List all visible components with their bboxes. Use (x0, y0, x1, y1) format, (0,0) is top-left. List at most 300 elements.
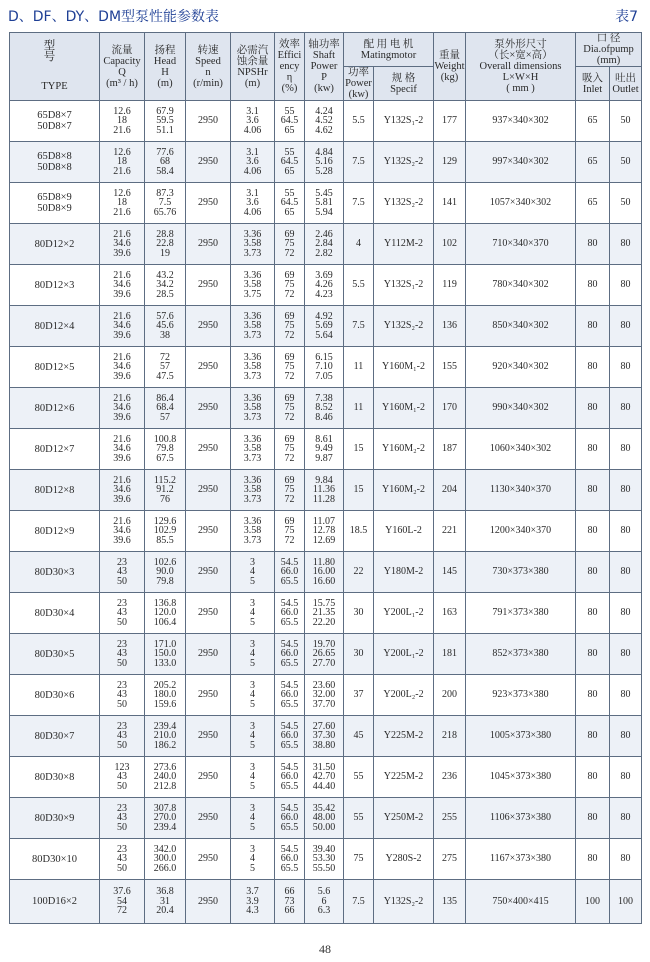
cell-weight: 255 (434, 798, 466, 839)
cell-model: 80D12×4 (10, 306, 100, 347)
cell-inlet: 100 (576, 880, 610, 924)
cell-motor-power: 30 (344, 593, 374, 634)
cell-efficiency: 54.5 66.0 65.5 (275, 552, 305, 593)
cell-motor-spec: Y160M₂-2 (374, 470, 434, 511)
cell-weight: 163 (434, 593, 466, 634)
cell-shaft-power: 19.70 26.65 27.70 (305, 634, 344, 675)
cell-dimensions: 1167×373×380 (466, 839, 576, 880)
cell-outlet: 80 (610, 716, 642, 757)
cell-npshr: 3 4 5 (231, 634, 275, 675)
cell-inlet: 80 (576, 798, 610, 839)
cell-motor-power: 30 (344, 634, 374, 675)
cell-shaft-power: 3.69 4.26 4.23 (305, 265, 344, 306)
cell-capacity: 21.6 34.6 39.6 (100, 265, 145, 306)
cell-efficiency: 55 64.5 65 (275, 183, 305, 224)
cell-dimensions: 780×340×302 (466, 265, 576, 306)
cell-dimensions: 923×373×380 (466, 675, 576, 716)
cell-head: 115.2 91.2 76 (145, 470, 186, 511)
cell-dimensions: 750×400×415 (466, 880, 576, 924)
header-speed: 转速 Speed n (r/min) (186, 33, 231, 101)
cell-motor-spec: Y250M-2 (374, 798, 434, 839)
cell-npshr: 3.1 3.6 4.06 (231, 142, 275, 183)
cell-motor-power: 7.5 (344, 880, 374, 924)
cell-inlet: 80 (576, 716, 610, 757)
cell-shaft-power: 8.61 9.49 9.87 (305, 429, 344, 470)
cell-capacity: 21.6 34.6 39.6 (100, 429, 145, 470)
cell-head: 307.8 270.0 239.4 (145, 798, 186, 839)
cell-speed: 2950 (186, 675, 231, 716)
cell-speed: 2950 (186, 429, 231, 470)
cell-speed: 2950 (186, 265, 231, 306)
cell-outlet: 80 (610, 470, 642, 511)
cell-npshr: 3 4 5 (231, 839, 275, 880)
header-outlet: 吐出 Outlet (610, 67, 642, 101)
cell-head: 136.8 120.0 106.4 (145, 593, 186, 634)
cell-inlet: 80 (576, 429, 610, 470)
cell-speed: 2950 (186, 183, 231, 224)
cell-efficiency: 55 64.5 65 (275, 101, 305, 142)
cell-weight: 119 (434, 265, 466, 306)
cell-inlet: 80 (576, 224, 610, 265)
cell-capacity: 12.6 18 21.6 (100, 183, 145, 224)
header-capacity: 流量 Capacity Q (m³ / h) (100, 33, 145, 101)
cell-head: 129.6 102.9 85.5 (145, 511, 186, 552)
cell-motor-power: 11 (344, 347, 374, 388)
cell-efficiency: 69 75 72 (275, 265, 305, 306)
cell-motor-power: 37 (344, 675, 374, 716)
cell-weight: 129 (434, 142, 466, 183)
table-number: 表7 (615, 9, 638, 25)
cell-model: 80D30×7 (10, 716, 100, 757)
cell-speed: 2950 (186, 224, 231, 265)
table-row (10, 839, 642, 880)
cell-efficiency: 54.5 66.0 65.5 (275, 839, 305, 880)
table-row (10, 757, 642, 798)
cell-weight: 200 (434, 675, 466, 716)
cell-dimensions: 852×373×380 (466, 634, 576, 675)
cell-motor-spec: Y132S₂-2 (374, 306, 434, 347)
table-row (10, 429, 642, 470)
cell-efficiency: 54.5 66.0 65.5 (275, 798, 305, 839)
cell-outlet: 80 (610, 388, 642, 429)
cell-head: 102.6 90.0 79.8 (145, 552, 186, 593)
cell-motor-power: 45 (344, 716, 374, 757)
cell-capacity: 23 43 50 (100, 552, 145, 593)
cell-head: 87.3 7.5 65.76 (145, 183, 186, 224)
cell-outlet: 100 (610, 880, 642, 924)
header-npshr: 必需汽 蚀余量 NPSHr (m) (231, 33, 275, 101)
cell-weight: 236 (434, 757, 466, 798)
cell-motor-spec: Y160L-2 (374, 511, 434, 552)
cell-inlet: 65 (576, 142, 610, 183)
cell-motor-power: 15 (344, 470, 374, 511)
cell-npshr: 3.36 3.58 3.73 (231, 388, 275, 429)
cell-outlet: 80 (610, 429, 642, 470)
table-row (10, 470, 642, 511)
cell-speed: 2950 (186, 880, 231, 924)
cell-head: 273.6 240.0 212.8 (145, 757, 186, 798)
cell-weight: 218 (434, 716, 466, 757)
cell-head: 86.4 68.4 57 (145, 388, 186, 429)
cell-model: 80D30×6 (10, 675, 100, 716)
cell-capacity: 12.6 18 21.6 (100, 101, 145, 142)
cell-model: 80D30×5 (10, 634, 100, 675)
cell-speed: 2950 (186, 634, 231, 675)
cell-npshr: 3 4 5 (231, 716, 275, 757)
cell-model: 80D12×2 (10, 224, 100, 265)
header-overall-dimensions: 泵外形尺寸 （长×宽×高） Overall dimensions L×W×H ( mm ) (466, 33, 576, 101)
cell-dimensions: 1045×373×380 (466, 757, 576, 798)
cell-model: 100D16×2 (10, 880, 100, 924)
cell-shaft-power: 31.50 42.70 44.40 (305, 757, 344, 798)
cell-shaft-power: 9.84 11.36 11.28 (305, 470, 344, 511)
cell-inlet: 80 (576, 265, 610, 306)
cell-outlet: 80 (610, 511, 642, 552)
cell-efficiency: 69 75 72 (275, 429, 305, 470)
page-header (8, 6, 642, 28)
cell-weight: 181 (434, 634, 466, 675)
cell-speed: 2950 (186, 798, 231, 839)
cell-head: 28.8 22.8 19 (145, 224, 186, 265)
cell-inlet: 65 (576, 101, 610, 142)
cell-head: 72 57 47.5 (145, 347, 186, 388)
cell-inlet: 80 (576, 388, 610, 429)
cell-capacity: 123 43 50 (100, 757, 145, 798)
cell-dimensions: 997×340×302 (466, 142, 576, 183)
cell-speed: 2950 (186, 511, 231, 552)
cell-capacity: 21.6 34.6 39.6 (100, 470, 145, 511)
cell-outlet: 80 (610, 306, 642, 347)
cell-outlet: 80 (610, 224, 642, 265)
cell-outlet: 80 (610, 798, 642, 839)
cell-npshr: 3 4 5 (231, 675, 275, 716)
cell-weight: 155 (434, 347, 466, 388)
cell-npshr: 3.1 3.6 4.06 (231, 183, 275, 224)
cell-inlet: 65 (576, 183, 610, 224)
cell-outlet: 80 (610, 552, 642, 593)
cell-motor-spec: Y160M₁-2 (374, 347, 434, 388)
cell-inlet: 80 (576, 675, 610, 716)
header-head: 扬程 Head H (m) (145, 33, 186, 101)
cell-motor-power: 22 (344, 552, 374, 593)
cell-motor-spec: Y225M-2 (374, 757, 434, 798)
cell-model: 80D12×3 (10, 265, 100, 306)
cell-speed: 2950 (186, 552, 231, 593)
cell-shaft-power: 4.24 4.52 4.62 (305, 101, 344, 142)
cell-model: 80D12×7 (10, 429, 100, 470)
cell-motor-spec: Y132S₂-2 (374, 880, 434, 924)
cell-model: 80D12×9 (10, 511, 100, 552)
cell-capacity: 23 43 50 (100, 716, 145, 757)
cell-model: 65D8×9 50D8×9 (10, 183, 100, 224)
cell-weight: 136 (434, 306, 466, 347)
cell-head: 67.9 59.5 51.1 (145, 101, 186, 142)
cell-efficiency: 54.5 66.0 65.5 (275, 593, 305, 634)
cell-motor-spec: Y180M-2 (374, 552, 434, 593)
cell-head: 57.6 45.6 38 (145, 306, 186, 347)
cell-npshr: 3 4 5 (231, 593, 275, 634)
cell-weight: 204 (434, 470, 466, 511)
table-row (10, 142, 642, 183)
cell-head: 36.8 31 20.4 (145, 880, 186, 924)
cell-npshr: 3.36 3.58 3.73 (231, 224, 275, 265)
table-row (10, 880, 642, 924)
cell-motor-spec: Y280S-2 (374, 839, 434, 880)
cell-motor-spec: Y132S₁-2 (374, 265, 434, 306)
cell-inlet: 80 (576, 757, 610, 798)
cell-shaft-power: 5.6 6 6.3 (305, 880, 344, 924)
cell-model: 65D8×7 50D8×7 (10, 101, 100, 142)
cell-speed: 2950 (186, 101, 231, 142)
cell-motor-power: 55 (344, 757, 374, 798)
table-row (10, 634, 642, 675)
cell-weight: 170 (434, 388, 466, 429)
cell-weight: 135 (434, 880, 466, 924)
cell-inlet: 80 (576, 347, 610, 388)
cell-capacity: 12.6 18 21.6 (100, 142, 145, 183)
cell-efficiency: 66 73 66 (275, 880, 305, 924)
cell-motor-spec: Y132S₂-2 (374, 142, 434, 183)
cell-efficiency: 54.5 66.0 65.5 (275, 716, 305, 757)
cell-capacity: 21.6 34.6 39.6 (100, 511, 145, 552)
table-row (10, 593, 642, 634)
cell-motor-spec: Y112M-2 (374, 224, 434, 265)
cell-motor-spec: Y225M-2 (374, 716, 434, 757)
cell-dimensions: 937×340×302 (466, 101, 576, 142)
cell-motor-power: 55 (344, 798, 374, 839)
cell-motor-power: 5.5 (344, 101, 374, 142)
cell-capacity: 23 43 50 (100, 675, 145, 716)
header-efficiency: 效率 Effici ency η (%) (275, 33, 305, 101)
cell-speed: 2950 (186, 347, 231, 388)
cell-shaft-power: 5.45 5.81 5.94 (305, 183, 344, 224)
table-row (10, 347, 642, 388)
cell-head: 43.2 34.2 28.5 (145, 265, 186, 306)
cell-model: 80D30×9 (10, 798, 100, 839)
cell-speed: 2950 (186, 388, 231, 429)
table-row (10, 552, 642, 593)
cell-efficiency: 69 75 72 (275, 511, 305, 552)
table-row (10, 306, 642, 347)
cell-shaft-power: 39.40 53.30 55.50 (305, 839, 344, 880)
cell-efficiency: 54.5 66.0 65.5 (275, 757, 305, 798)
cell-motor-spec: Y200L₁-2 (374, 593, 434, 634)
header-shaft-power: 轴功率 Shaft Power P (kw) (305, 33, 344, 101)
cell-motor-power: 15 (344, 429, 374, 470)
cell-motor-power: 7.5 (344, 306, 374, 347)
cell-efficiency: 55 64.5 65 (275, 142, 305, 183)
cell-weight: 141 (434, 183, 466, 224)
cell-npshr: 3.36 3.58 3.73 (231, 429, 275, 470)
cell-speed: 2950 (186, 142, 231, 183)
cell-shaft-power: 11.80 16.00 16.60 (305, 552, 344, 593)
cell-outlet: 80 (610, 265, 642, 306)
cell-model: 80D30×10 (10, 839, 100, 880)
cell-model: 80D12×6 (10, 388, 100, 429)
cell-outlet: 50 (610, 183, 642, 224)
cell-dimensions: 1200×340×370 (466, 511, 576, 552)
cell-efficiency: 54.5 66.0 65.5 (275, 675, 305, 716)
cell-shaft-power: 23.60 32.00 37.70 (305, 675, 344, 716)
cell-npshr: 3.7 3.9 4.3 (231, 880, 275, 924)
cell-motor-power: 11 (344, 388, 374, 429)
cell-model: 80D30×4 (10, 593, 100, 634)
header-motor-spec: 规 格 Specif (374, 67, 434, 101)
cell-shaft-power: 15.75 21.35 22.20 (305, 593, 344, 634)
page-title: D、DF、DY、DM型泵性能参数表 (8, 9, 220, 25)
cell-speed: 2950 (186, 593, 231, 634)
cell-model: 65D8×8 50D8×8 (10, 142, 100, 183)
cell-shaft-power: 4.92 5.69 5.64 (305, 306, 344, 347)
cell-efficiency: 69 75 72 (275, 306, 305, 347)
cell-capacity: 21.6 34.6 39.6 (100, 306, 145, 347)
cell-head: 239.4 210.0 186.2 (145, 716, 186, 757)
cell-efficiency: 54.5 66.0 65.5 (275, 634, 305, 675)
cell-npshr: 3 4 5 (231, 757, 275, 798)
cell-weight: 275 (434, 839, 466, 880)
cell-motor-power: 5.5 (344, 265, 374, 306)
cell-shaft-power: 11.07 12.78 12.69 (305, 511, 344, 552)
header-pump-diameter: 口 径 Dia.ofpump (mm) (576, 33, 642, 67)
cell-outlet: 80 (610, 634, 642, 675)
cell-npshr: 3.36 3.58 3.75 (231, 265, 275, 306)
cell-dimensions: 791×373×380 (466, 593, 576, 634)
cell-inlet: 80 (576, 511, 610, 552)
table-row (10, 265, 642, 306)
cell-weight: 102 (434, 224, 466, 265)
header-motor-power: 功率 Power (kw) (345, 67, 372, 100)
cell-weight: 221 (434, 511, 466, 552)
cell-motor-spec: Y200L₂-2 (374, 675, 434, 716)
cell-speed: 2950 (186, 757, 231, 798)
cell-npshr: 3.36 3.58 3.73 (231, 306, 275, 347)
cell-outlet: 50 (610, 101, 642, 142)
table-body (10, 101, 642, 924)
header-inlet: 吸入 Inlet (576, 67, 610, 101)
cell-dimensions: 730×373×380 (466, 552, 576, 593)
cell-dimensions: 990×340×302 (466, 388, 576, 429)
cell-shaft-power: 4.84 5.16 5.28 (305, 142, 344, 183)
cell-dimensions: 1060×340×302 (466, 429, 576, 470)
cell-npshr: 3 4 5 (231, 798, 275, 839)
table-row (10, 183, 642, 224)
cell-motor-power: 7.5 (344, 142, 374, 183)
cell-shaft-power: 2.46 2.84 2.82 (305, 224, 344, 265)
cell-dimensions: 920×340×302 (466, 347, 576, 388)
cell-capacity: 37.6 54 72 (100, 880, 145, 924)
cell-npshr: 3.36 3.58 3.73 (231, 347, 275, 388)
cell-outlet: 80 (610, 757, 642, 798)
cell-inlet: 80 (576, 306, 610, 347)
cell-head: 342.0 300.0 266.0 (145, 839, 186, 880)
cell-capacity: 21.6 34.6 39.6 (100, 388, 145, 429)
cell-dimensions: 1130×340×370 (466, 470, 576, 511)
table-row (10, 716, 642, 757)
table-row (10, 101, 642, 142)
cell-head: 171.0 150.0 133.0 (145, 634, 186, 675)
cell-inlet: 80 (576, 839, 610, 880)
performance-table-container (9, 32, 641, 924)
cell-capacity: 21.6 34.6 39.6 (100, 224, 145, 265)
pump-performance-table (9, 32, 642, 924)
table-row (10, 511, 642, 552)
cell-dimensions: 710×340×370 (466, 224, 576, 265)
cell-dimensions: 1106×373×380 (466, 798, 576, 839)
cell-dimensions: 850×340×302 (466, 306, 576, 347)
cell-weight: 177 (434, 101, 466, 142)
cell-motor-spec: Y160M₁-2 (374, 388, 434, 429)
cell-model: 80D12×5 (10, 347, 100, 388)
cell-model: 80D30×8 (10, 757, 100, 798)
cell-npshr: 3.1 3.6 4.06 (231, 101, 275, 142)
cell-inlet: 80 (576, 593, 610, 634)
cell-npshr: 3 4 5 (231, 552, 275, 593)
cell-inlet: 80 (576, 634, 610, 675)
header-type: 型 号 TYPE (10, 33, 100, 101)
cell-capacity: 23 43 50 (100, 839, 145, 880)
cell-motor-power: 4 (344, 224, 374, 265)
cell-outlet: 80 (610, 675, 642, 716)
cell-shaft-power: 6.15 7.10 7.05 (305, 347, 344, 388)
cell-dimensions: 1005×373×380 (466, 716, 576, 757)
cell-model: 80D12×8 (10, 470, 100, 511)
page-number: 48 (319, 942, 331, 956)
cell-efficiency: 69 75 72 (275, 388, 305, 429)
cell-speed: 2950 (186, 306, 231, 347)
table-row (10, 224, 642, 265)
cell-efficiency: 69 75 72 (275, 470, 305, 511)
cell-outlet: 80 (610, 347, 642, 388)
cell-dimensions: 1057×340×302 (466, 183, 576, 224)
table-row (10, 388, 642, 429)
cell-shaft-power: 35.42 48.00 50.00 (305, 798, 344, 839)
cell-weight: 145 (434, 552, 466, 593)
cell-motor-spec: Y200L₁-2 (374, 634, 434, 675)
cell-head: 100.8 79.8 67.5 (145, 429, 186, 470)
cell-motor-power: 75 (344, 839, 374, 880)
cell-capacity: 21.6 34.6 39.6 (100, 347, 145, 388)
cell-motor-power: 7.5 (344, 183, 374, 224)
cell-capacity: 23 43 50 (100, 798, 145, 839)
cell-npshr: 3.36 3.58 3.73 (231, 470, 275, 511)
cell-head: 77.6 68 58.4 (145, 142, 186, 183)
cell-capacity: 23 43 50 (100, 634, 145, 675)
cell-head: 205.2 180.0 159.6 (145, 675, 186, 716)
cell-outlet: 80 (610, 839, 642, 880)
cell-weight: 187 (434, 429, 466, 470)
cell-shaft-power: 27.60 37.30 38.80 (305, 716, 344, 757)
cell-speed: 2950 (186, 470, 231, 511)
cell-capacity: 23 43 50 (100, 593, 145, 634)
cell-motor-spec: Y132S₂-2 (374, 183, 434, 224)
cell-motor-power: 18.5 (344, 511, 374, 552)
cell-outlet: 50 (610, 142, 642, 183)
cell-inlet: 80 (576, 552, 610, 593)
cell-efficiency: 69 75 72 (275, 347, 305, 388)
cell-speed: 2950 (186, 839, 231, 880)
header-weight: 重量 Weight (kg) (434, 33, 466, 101)
cell-efficiency: 69 75 72 (275, 224, 305, 265)
header-mating-motor: 配 用 电 机 Matingmotor (344, 33, 434, 67)
cell-shaft-power: 7.38 8.52 8.46 (305, 388, 344, 429)
table-row (10, 675, 642, 716)
cell-motor-spec: Y160M₂-2 (374, 429, 434, 470)
table-row (10, 798, 642, 839)
cell-motor-spec: Y132S₁-2 (374, 101, 434, 142)
cell-npshr: 3.36 3.58 3.73 (231, 511, 275, 552)
cell-outlet: 80 (610, 593, 642, 634)
cell-model: 80D30×3 (10, 552, 100, 593)
